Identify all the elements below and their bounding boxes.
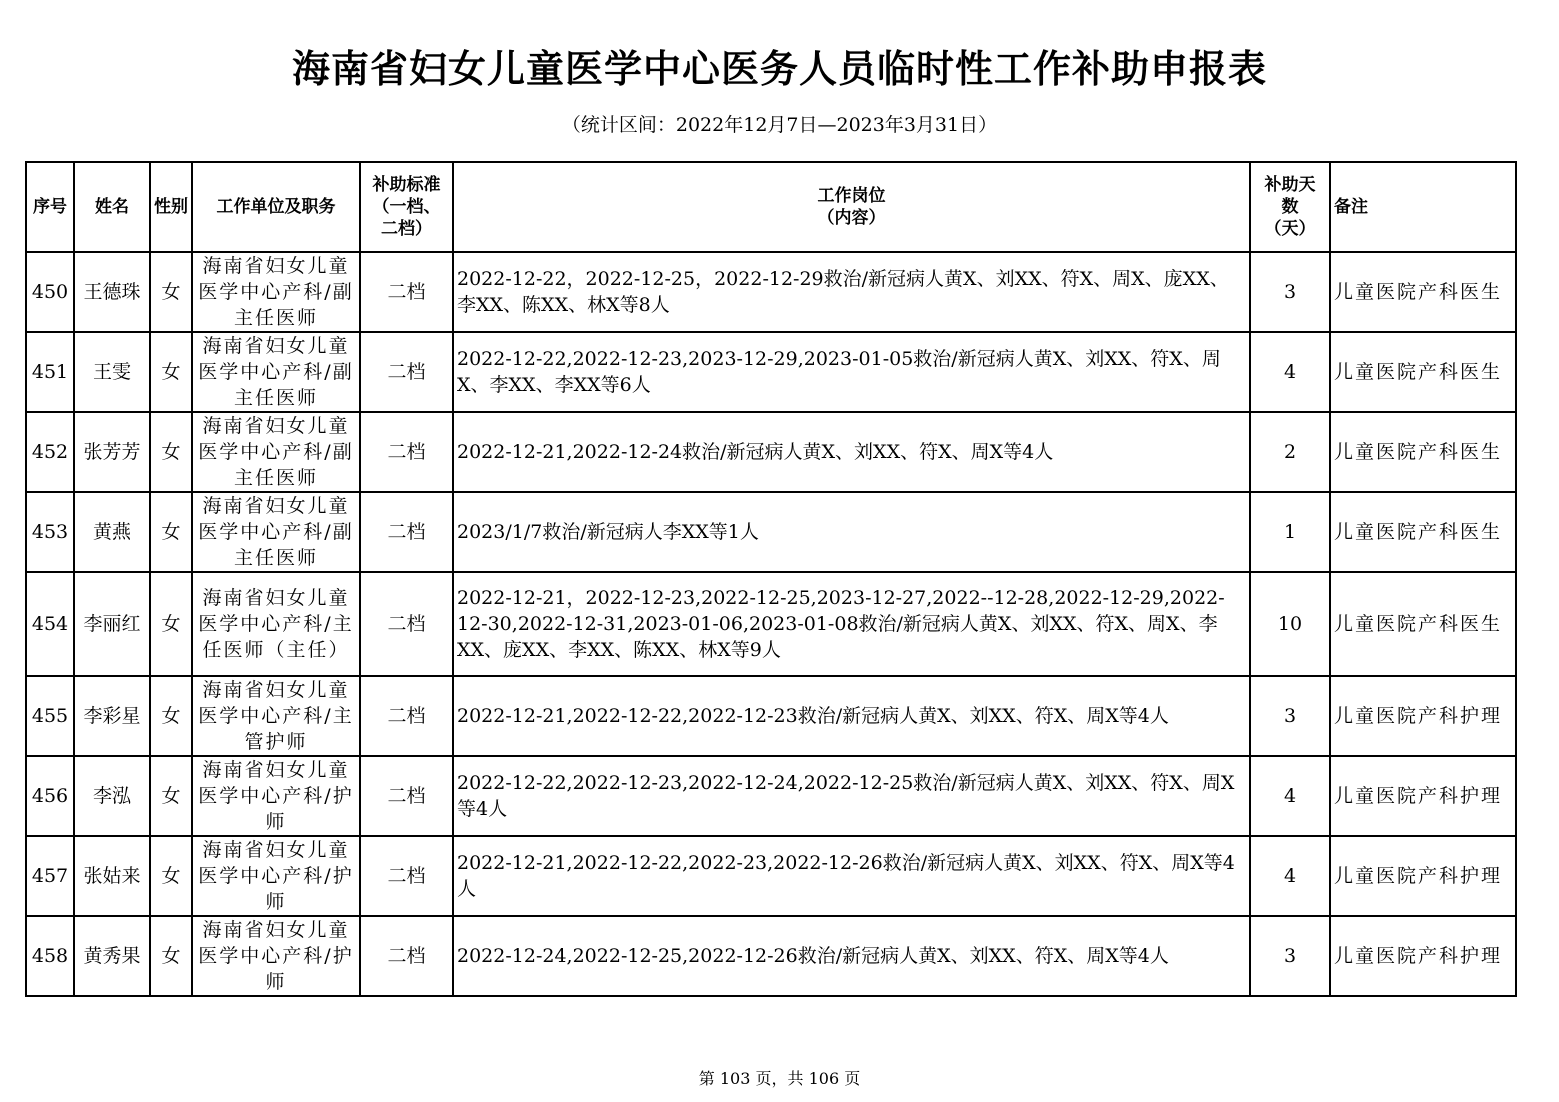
cell-unit: 海南省妇女儿童医学中心产科/副主任医师 [192,252,360,332]
header-standard-line1: 补助标准 [372,175,441,195]
table-row [26,756,1516,836]
header-gender: 性别 [150,162,192,252]
cell-gender: 女 [150,492,192,572]
cell-days: 4 [1250,756,1330,836]
cell-standard: 二档 [360,252,453,332]
cell-seq: 452 [26,412,74,492]
cell-note: 儿童医院产科护理 [1330,756,1516,836]
cell-post: 2022-12-22,2022-12-23,2022-12-24,2022-12-25救治/新冠病人黄X、刘XX、符X、周X等4人 [453,756,1250,836]
header-post-line1: 工作岗位 [817,186,886,206]
cell-seq: 456 [26,756,74,836]
header-standard [360,162,453,252]
cell-standard: 二档 [360,332,453,412]
cell-post: 2023/1/7救治/新冠病人李XX等1人 [453,492,1250,572]
cell-unit: 海南省妇女儿童医学中心产科/护师 [192,916,360,996]
cell-note: 儿童医院产科医生 [1330,412,1516,492]
cell-name: 李丽红 [74,572,150,676]
cell-post: 2022-12-22，2022-12-25，2022-12-29救治/新冠病人黄X、刘XX、符X、周X、庞XX、李XX、陈XX、林X等8人 [453,252,1250,332]
header-days-line3: （天） [1264,219,1316,239]
cell-note: 儿童医院产科医生 [1330,332,1516,412]
header-seq: 序号 [26,162,74,252]
header-post-line2: （内容） [817,208,886,228]
cell-name: 王雯 [74,332,150,412]
cell-post: 2022-12-24,2022-12-25,2022-12-26救治/新冠病人黄X、刘XX、符X、周X等4人 [453,916,1250,996]
cell-seq: 450 [26,252,74,332]
cell-gender: 女 [150,916,192,996]
cell-note: 儿童医院产科医生 [1330,252,1516,332]
cell-note: 儿童医院产科护理 [1330,916,1516,996]
cell-unit: 海南省妇女儿童医学中心产科/副主任医师 [192,492,360,572]
cell-seq: 453 [26,492,74,572]
cell-name: 王德珠 [74,252,150,332]
cell-name: 李泓 [74,756,150,836]
cell-days: 4 [1250,332,1330,412]
header-note: 备注 [1330,162,1516,252]
cell-name: 黄秀果 [74,916,150,996]
cell-post: 2022-12-21,2022-12-24救治/新冠病人黄X、刘XX、符X、周X等4人 [453,412,1250,492]
cell-post: 2022-12-21,2022-12-22,2022-12-23救治/新冠病人黄X、刘XX、符X、周X等4人 [453,676,1250,756]
cell-post: 2022-12-21,2022-12-22,2022-23,2022-12-26救治/新冠病人黄X、刘XX、符X、周X等4人 [453,836,1250,916]
cell-unit: 海南省妇女儿童医学中心产科/副主任医师 [192,332,360,412]
page-footer: 第 103 页，共 106 页 [698,1069,861,1088]
cell-days: 3 [1250,676,1330,756]
header-standard-line2: （一档、 [372,197,441,217]
table-header-row [26,162,1516,252]
cell-name: 张芳芳 [74,412,150,492]
cell-name: 李彩星 [74,676,150,756]
page-title: 海南省妇女儿童医学中心医务人员临时性工作补助申报表 [291,47,1267,91]
header-standard-line3: 二档） [381,219,432,239]
cell-days: 3 [1250,916,1330,996]
cell-seq: 455 [26,676,74,756]
cell-seq: 451 [26,332,74,412]
cell-post: 2022-12-21，2022-12-23,2022-12-25,2023-12-27,2022--12-28,2022-12-29,2022-12-30,2022-12-31,2023-01-06,2023-01-08救治/新冠病人黄X、刘XX、符X、周X、李XX、庞XX、李XX、陈XX、林X等9人 [453,572,1250,676]
cell-note: 儿童医院产科护理 [1330,676,1516,756]
cell-standard: 二档 [360,492,453,572]
table-row [26,572,1516,676]
cell-unit: 海南省妇女儿童医学中心产科/护师 [192,836,360,916]
header-unit: 工作单位及职务 [192,162,360,252]
cell-days: 1 [1250,492,1330,572]
cell-unit: 海南省妇女儿童医学中心产科/副主任医师 [192,412,360,492]
cell-days: 10 [1250,572,1330,676]
cell-gender: 女 [150,756,192,836]
cell-seq: 458 [26,916,74,996]
table-row [26,836,1516,916]
table-row [26,332,1516,412]
header-days-line2: 数 [1281,197,1299,217]
cell-note: 儿童医院产科护理 [1330,836,1516,916]
cell-standard: 二档 [360,676,453,756]
header-post [453,162,1250,252]
cell-standard: 二档 [360,836,453,916]
table-row [26,412,1516,492]
subsidy-table [25,161,1517,997]
header-days [1250,162,1330,252]
cell-unit: 海南省妇女儿童医学中心产科/护师 [192,756,360,836]
cell-name: 张姑来 [74,836,150,916]
table-row [26,676,1516,756]
cell-days: 4 [1250,836,1330,916]
cell-name: 黄燕 [74,492,150,572]
cell-gender: 女 [150,572,192,676]
cell-gender: 女 [150,332,192,412]
table-row [26,916,1516,996]
cell-unit: 海南省妇女儿童医学中心产科/主任医师（主任） [192,572,360,676]
cell-gender: 女 [150,676,192,756]
table-row [26,492,1516,572]
cell-gender: 女 [150,836,192,916]
header-days-line1: 补助天 [1264,175,1316,195]
cell-note: 儿童医院产科医生 [1330,572,1516,676]
cell-unit: 海南省妇女儿童医学中心产科/主管护师 [192,676,360,756]
table-row [26,252,1516,332]
cell-standard: 二档 [360,756,453,836]
cell-gender: 女 [150,412,192,492]
cell-seq: 457 [26,836,74,916]
cell-post: 2022-12-22,2022-12-23,2023-12-29,2023-01-05救治/新冠病人黄X、刘XX、符X、周X、李XX、李XX等6人 [453,332,1250,412]
page-subtitle: （统计区间：2022年12月7日—2023年3月31日） [561,114,998,136]
cell-seq: 454 [26,572,74,676]
cell-days: 2 [1250,412,1330,492]
cell-gender: 女 [150,252,192,332]
cell-standard: 二档 [360,916,453,996]
cell-note: 儿童医院产科医生 [1330,492,1516,572]
cell-days: 3 [1250,252,1330,332]
header-name: 姓名 [74,162,150,252]
cell-standard: 二档 [360,412,453,492]
cell-standard: 二档 [360,572,453,676]
